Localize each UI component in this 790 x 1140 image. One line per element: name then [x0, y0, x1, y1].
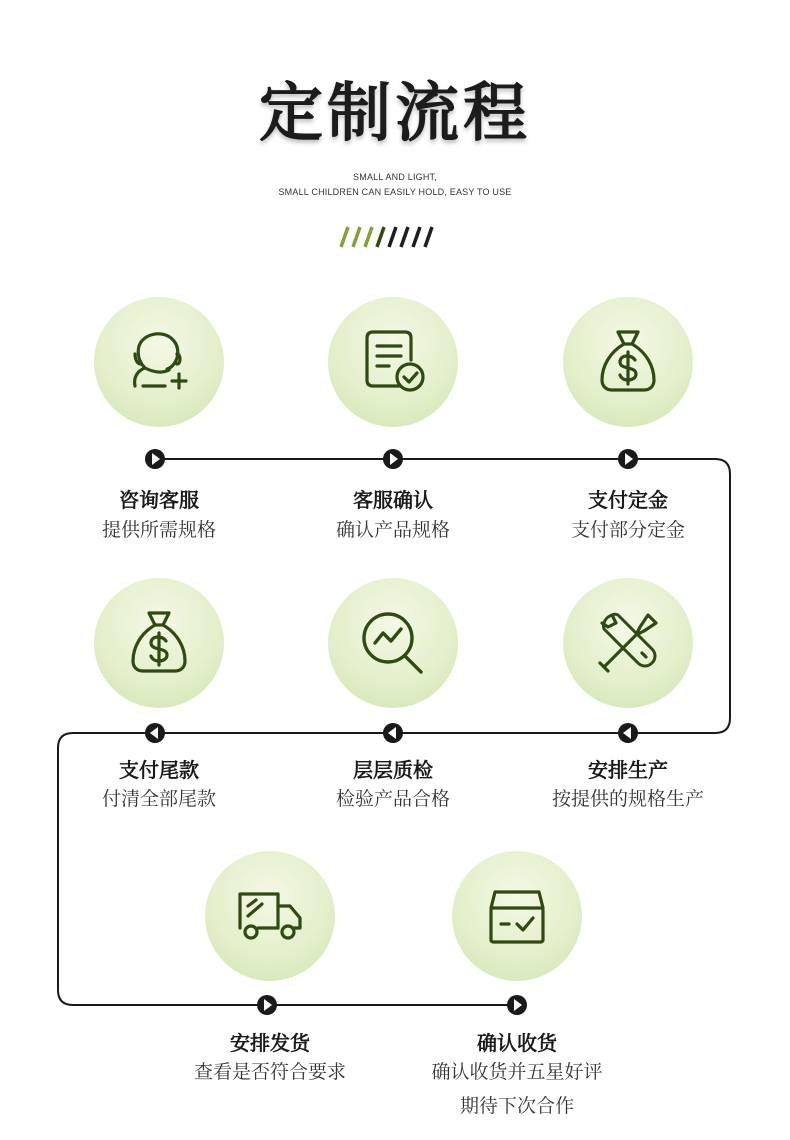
step-6-circle [563, 578, 693, 708]
step-7-circle [205, 851, 335, 981]
document-check-icon [355, 324, 431, 400]
magnifier-chart-icon [355, 605, 431, 681]
step-8-desc: 确认收货并五星好评 [431, 1061, 603, 1083]
step-3-desc: 支付部分定金 [570, 519, 685, 541]
truck-icon [232, 878, 308, 954]
step-8-title: 确认收货 [477, 1031, 557, 1055]
step-4-desc: 付清全部尾款 [101, 788, 216, 810]
money-bag-icon [590, 324, 666, 400]
page-title: 定制流程 [259, 77, 531, 151]
step-1-circle [94, 297, 224, 427]
step-7-title: 安排发货 [230, 1031, 310, 1055]
step-6-desc: 按提供的规格生产 [551, 788, 704, 810]
step-1-title: 咨询客服 [119, 488, 199, 512]
box-check-icon [479, 878, 555, 954]
step-8-desc-line2: 期待下次合作 [459, 1095, 574, 1117]
subtitle-line-2: SMALL CHILDREN CAN EASILY HOLD, EASY TO USE [278, 187, 512, 197]
customer-service-icon [121, 324, 197, 400]
step-7-desc: 查看是否符合要求 [193, 1061, 346, 1083]
step-5-title: 层层质检 [353, 758, 433, 782]
step-4-circle [94, 578, 224, 708]
money-bag-icon [121, 605, 197, 681]
step-3-title: 支付定金 [588, 488, 668, 512]
tools-icon [590, 605, 666, 681]
step-3-circle [563, 297, 693, 427]
step-2-circle [328, 297, 458, 427]
step-8-circle [452, 851, 582, 981]
subtitle-line-1: SMALL AND LIGHT, [353, 172, 437, 182]
step-5-desc: 检验产品合格 [335, 788, 450, 810]
step-1-desc: 提供所需规格 [101, 519, 216, 541]
step-2-title: 客服确认 [353, 488, 433, 512]
step-4-title: 支付尾款 [119, 758, 199, 782]
step-5-circle [328, 578, 458, 708]
step-2-desc: 确认产品规格 [335, 519, 450, 541]
step-6-title: 安排生产 [588, 758, 668, 782]
